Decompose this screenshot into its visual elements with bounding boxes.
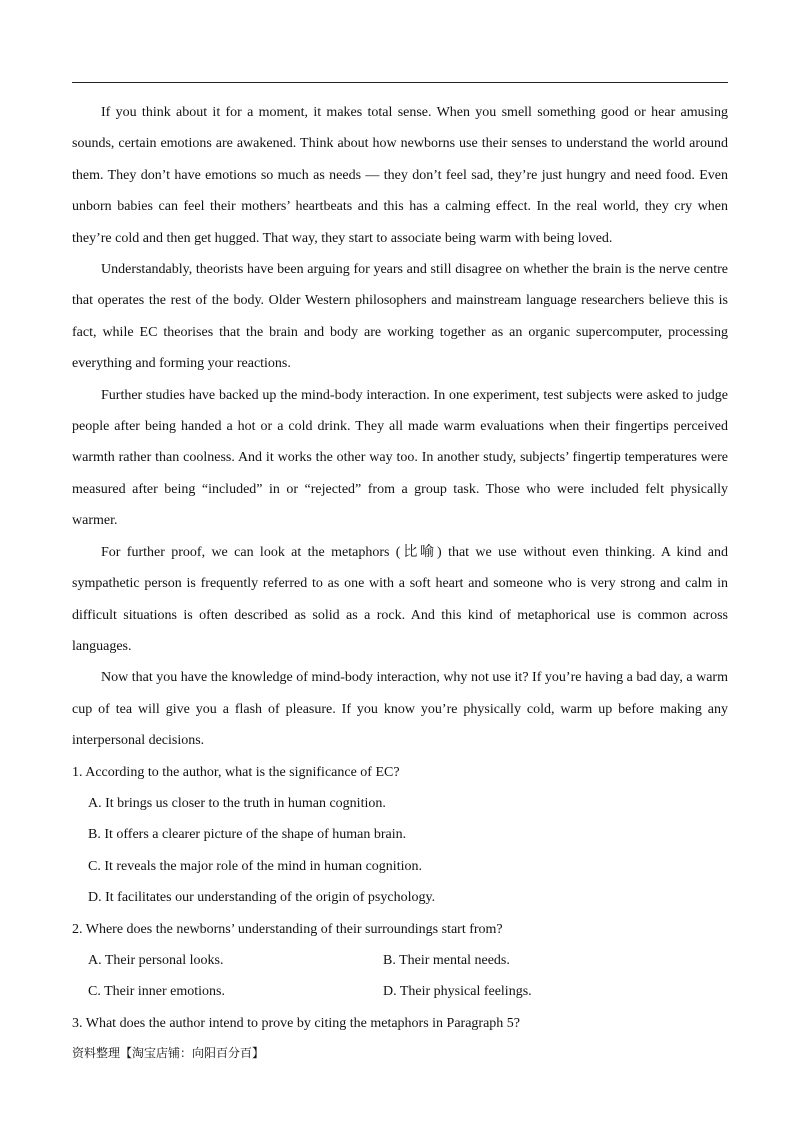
header-rule	[72, 82, 728, 83]
question-2-option-b: B. Their mental needs.	[383, 952, 510, 968]
question-2-option-c: C. Their inner emotions.	[88, 984, 225, 1000]
footer-source-note: 资料整理【淘宝店铺：向阳百分百】	[72, 1046, 265, 1060]
question-3	[72, 1008, 728, 1039]
paragraph-5: Now that you have the knowledge of mind-body interaction, why not use it? If you’re having a bad day, a warm cup of tea will give you a flash of pleasure. If you know you’re physically cold, warm up before making any interpersonal decisions.	[72, 670, 728, 749]
paragraph-4: For further proof, we can look at the metaphors (比喻) that we use without even thinking. A kind and sympathetic person is frequently referred to as one with a soft heart and someone who is very strong and calm in difficult situations is often described as solid as a rock. And this kind of metaphorical use is common across languages.	[72, 544, 728, 654]
question-1-option-c: C. It reveals the major role of the mind in human cognition.	[88, 858, 422, 874]
question-1	[72, 757, 728, 914]
question-1-option-b: B. It offers a clearer picture of the shape of human brain.	[88, 827, 407, 843]
document-body	[72, 97, 728, 1039]
question-2-text: 2. Where does the newborns’ understanding of their surroundings start from?	[72, 921, 503, 937]
question-2-option-a: A. Their personal looks.	[88, 952, 224, 968]
paragraph-2: Understandably, theorists have been arguing for years and still disagree on whether the brain is the nerve centre that operates the rest of the body. Older Western philosophers and mainstream language researchers believe this is fact, while EC theorises that the brain and body are working together as an organic supercomputer, processing everything and forming your reactions.	[72, 262, 728, 372]
question-2-option-d: D. Their physical feelings.	[383, 984, 532, 1000]
question-2-options-row-1	[72, 945, 728, 976]
question-1-option-a: A. It brings us closer to the truth in human cognition.	[88, 795, 386, 811]
question-1-text: 1. According to the author, what is the significance of EC?	[72, 764, 400, 780]
question-2	[72, 914, 728, 1008]
question-2-options-row-2	[72, 976, 728, 1007]
question-1-option-d: D. It facilitates our understanding of the origin of psychology.	[88, 890, 436, 906]
paragraph-1: If you think about it for a moment, it makes total sense. When you smell something good or hear amusing sounds, certain emotions are awakened. Think about how newborns use their senses to understand the world around them. They don’t have emotions so much as needs — they don’t feel sad, they’re just hungry and need food. Even unborn babies can feel their mothers’ heartbeats and this has a calming effect. In the real world, they cry when they’re cold and then get hugged. That way, they start to associate being warm with being loved.	[72, 105, 728, 246]
question-3-text: 3. What does the author intend to prove by citing the metaphors in Paragraph 5?	[72, 1015, 521, 1031]
paragraph-3: Further studies have backed up the mind-body interaction. In one experiment, test subjects were asked to judge people after being handed a hot or a cold drink. They all made warm evaluations when their fingertips perceived warmth rather than coolness. And it works the other way too. In another study, subjects’ fingertip temperatures were measured after being “included” in or “rejected” from a group task. Those who were included felt physically warmer.	[72, 387, 728, 529]
